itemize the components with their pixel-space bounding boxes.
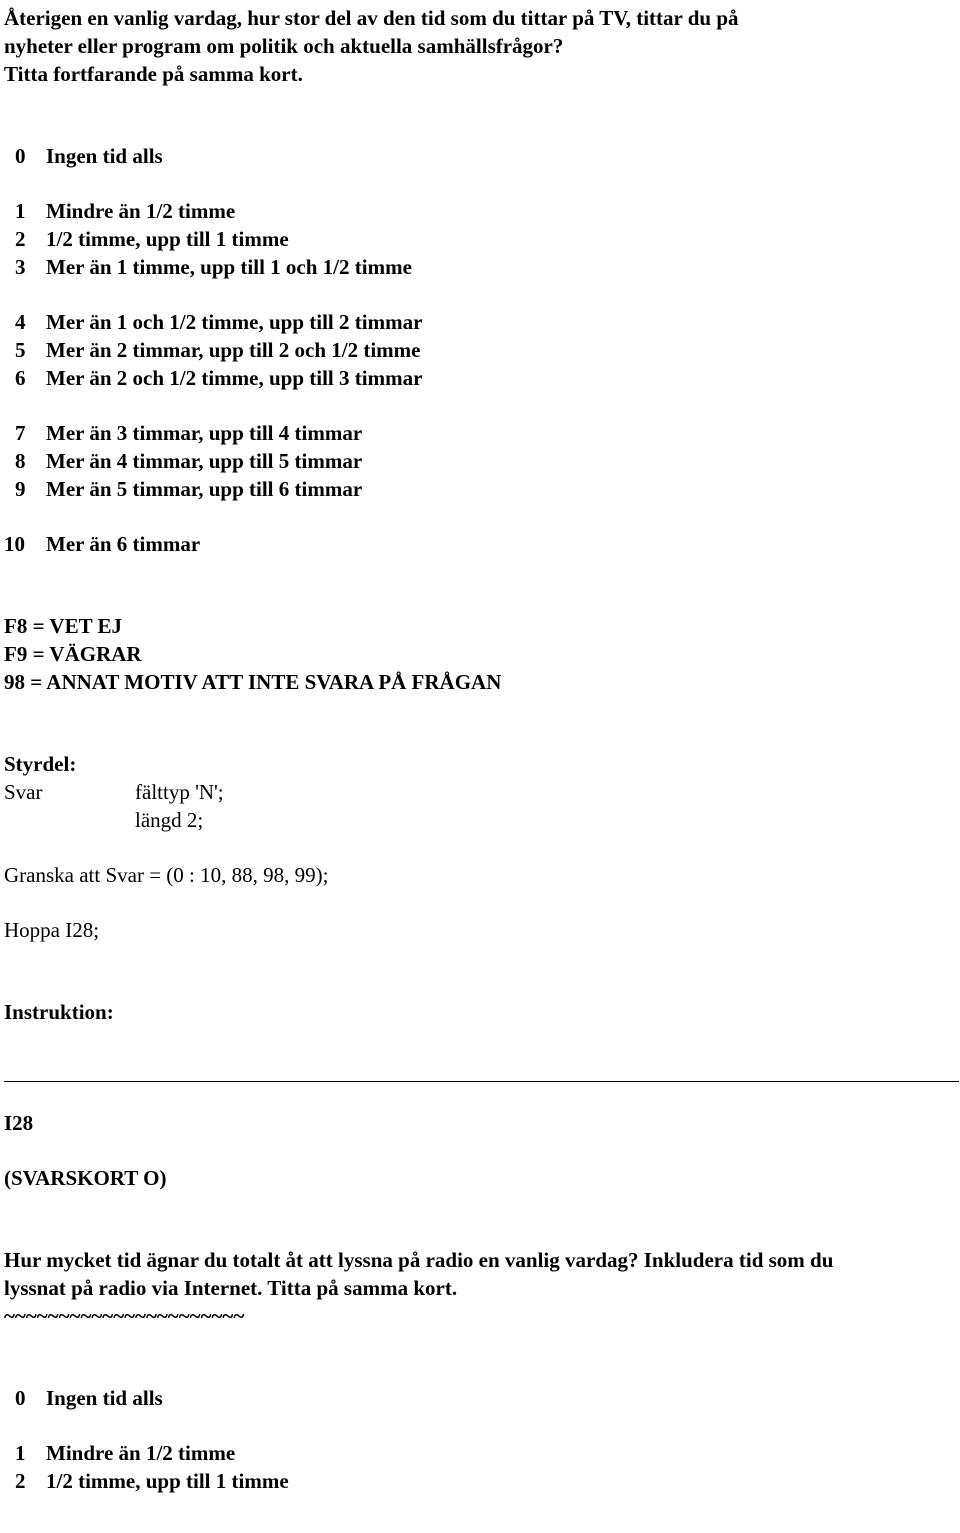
answer-card-label: (SVARSKORT O) bbox=[4, 1166, 167, 1190]
option-number: 5 bbox=[15, 338, 26, 362]
option-text: Mer än 5 timmar, upp till 6 timmar bbox=[46, 477, 363, 501]
question-id: I28 bbox=[4, 1111, 34, 1135]
option-text: 1/2 timme, upp till 1 timme bbox=[46, 227, 289, 251]
question-text-line: lyssnat på radio via Internet. Titta på samma kort. bbox=[4, 1276, 458, 1300]
code-line: F8 = VET EJ bbox=[4, 614, 122, 638]
question-text-line: Återigen en vanlig vardag, hur stor del av den tid som du tittar på TV, tittar du på bbox=[4, 6, 739, 30]
answer-option bbox=[4, 253, 960, 281]
answer-option bbox=[4, 1384, 960, 1412]
option-text: Mer än 4 timmar, upp till 5 timmar bbox=[46, 449, 363, 473]
skip-rule: Hoppa I28; bbox=[4, 918, 100, 942]
field-name: Svar bbox=[4, 780, 43, 804]
option-text: Ingen tid alls bbox=[46, 1386, 163, 1410]
styrdel-heading: Styrdel: bbox=[4, 752, 77, 776]
option-text: Ingen tid alls bbox=[46, 144, 163, 168]
option-number: 9 bbox=[15, 477, 26, 501]
option-number: 0 bbox=[15, 1386, 26, 1410]
answer-option bbox=[4, 1467, 960, 1495]
code-line: F9 = VÄGRAR bbox=[4, 642, 142, 666]
answer-option bbox=[4, 336, 960, 364]
option-number: 4 bbox=[15, 310, 26, 334]
questionnaire-page bbox=[4, 4, 960, 1495]
option-text: Mer än 2 timmar, upp till 2 och 1/2 timme bbox=[46, 338, 421, 362]
option-text: Mer än 3 timmar, upp till 4 timmar bbox=[46, 421, 363, 445]
answer-option bbox=[4, 1439, 960, 1467]
answer-option bbox=[4, 308, 960, 336]
option-number: 2 bbox=[15, 227, 26, 251]
option-text: Mer än 1 och 1/2 timme, upp till 2 timmar bbox=[46, 310, 423, 334]
option-number: 3 bbox=[15, 255, 26, 279]
option-number: 10 bbox=[4, 532, 25, 556]
option-number: 2 bbox=[15, 1469, 26, 1493]
tilde-separator: ~~~~~~~~~~~~~~~~~~~~~~ bbox=[4, 1304, 245, 1328]
answer-option bbox=[4, 419, 960, 447]
option-number: 0 bbox=[15, 144, 26, 168]
answer-option bbox=[4, 197, 960, 225]
answer-option bbox=[4, 447, 960, 475]
section-divider bbox=[4, 1053, 959, 1082]
option-number: 8 bbox=[15, 449, 26, 473]
field-length: längd 2; bbox=[135, 808, 204, 832]
question-text-line: Hur mycket tid ägnar du totalt åt att lyssna på radio en vanlig vardag? Inkludera tid som du bbox=[4, 1248, 834, 1272]
option-number: 1 bbox=[15, 1441, 26, 1465]
check-rule: Granska att Svar = (0 : 10, 88, 98, 99); bbox=[4, 863, 329, 887]
field-definition bbox=[4, 806, 960, 834]
answer-option bbox=[4, 530, 960, 558]
answer-option bbox=[4, 142, 960, 170]
code-line: 98 = ANNAT MOTIV ATT INTE SVARA PÅ FRÅGAN bbox=[4, 670, 502, 694]
question-text-line: Titta fortfarande på samma kort. bbox=[4, 62, 303, 86]
option-text: Mer än 6 timmar bbox=[46, 532, 201, 556]
instruction-heading: Instruktion: bbox=[4, 1000, 114, 1024]
answer-option bbox=[4, 225, 960, 253]
field-type: fälttyp 'N'; bbox=[135, 780, 224, 804]
option-number: 7 bbox=[15, 421, 26, 445]
option-text: Mer än 1 timme, upp till 1 och 1/2 timme bbox=[46, 255, 412, 279]
option-number: 1 bbox=[15, 199, 26, 223]
option-text: Mindre än 1/2 timme bbox=[46, 1441, 236, 1465]
field-definition bbox=[4, 778, 960, 806]
option-text: Mindre än 1/2 timme bbox=[46, 199, 236, 223]
option-text: Mer än 2 och 1/2 timme, upp till 3 timmar bbox=[46, 366, 423, 390]
answer-option bbox=[4, 364, 960, 392]
answer-option bbox=[4, 475, 960, 503]
question-text-line: nyheter eller program om politik och aktuella samhällsfrågor? bbox=[4, 34, 564, 58]
option-text: 1/2 timme, upp till 1 timme bbox=[46, 1469, 289, 1493]
option-number: 6 bbox=[15, 366, 26, 390]
